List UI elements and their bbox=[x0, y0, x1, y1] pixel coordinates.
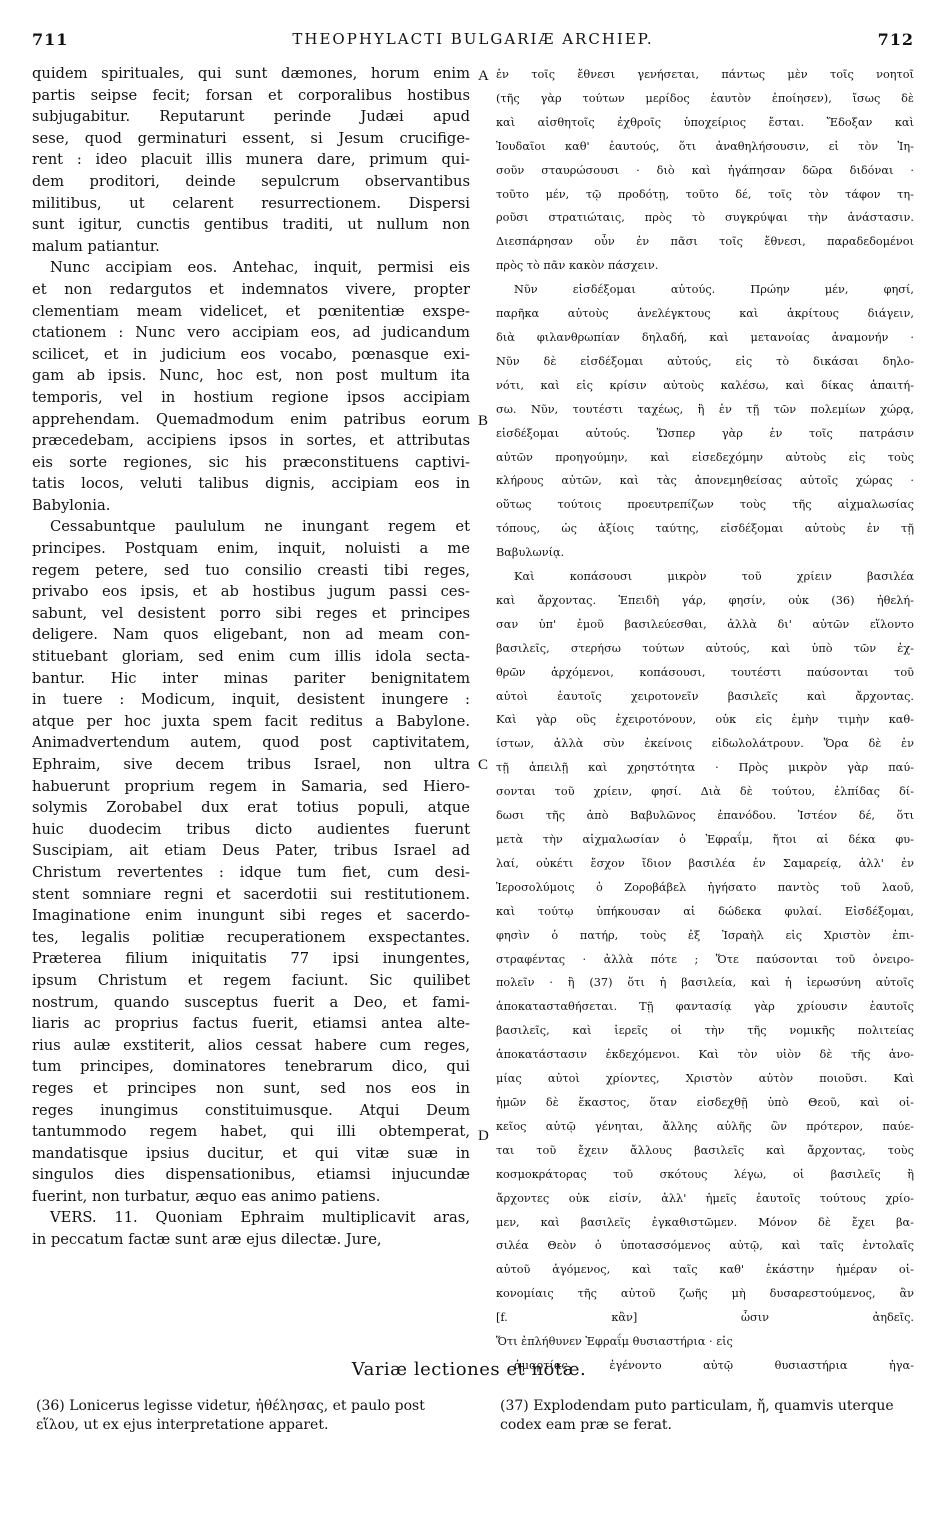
text-line: φησὶν ὁ πατήρ, τοὺς ἐξ Ἰσραὴλ εἰς Χριστὸν ἐπι- bbox=[496, 928, 914, 942]
text-line: τοῦτο μέν, τῷ προδότῃ, τοῦτο δέ, τοῖς τὸν τάφον τη- bbox=[496, 187, 914, 201]
text-line: διὰ φιλανθρωπίαν δηλαδή, καὶ μετανοίας ἀναμονήν · bbox=[496, 330, 914, 344]
text-line: clementiam meam videlicet, et pœnitentiæ exspe- bbox=[32, 302, 470, 320]
text-line: Imaginatione enim inungunt sibi reges et sacerdo- bbox=[32, 907, 470, 925]
text-line: Præterea filium iniquitatis 77 ipsi inungentes, bbox=[32, 950, 470, 968]
greek-text-column bbox=[496, 63, 914, 1378]
text-line: regem petere, sed tuo consilio creasti tibi reges, bbox=[32, 561, 470, 579]
text-line: Babylonia. bbox=[32, 496, 111, 514]
text-line: singulos dies dispensationibus, etiamsi injucundæ bbox=[32, 1166, 470, 1184]
text-line: θρῶν ἀρχόμενοι, κοπάσουσι, τουτέστι παύσονται τοῦ bbox=[496, 665, 914, 679]
text-line: πρὸς τὸ πᾶν κακὸν πάσχειν. bbox=[496, 259, 659, 273]
text-line: nostrum, quando susceptus fuerit a Deo, et fami- bbox=[32, 993, 470, 1011]
text-line: Βαβυλωνίᾳ. bbox=[496, 546, 565, 560]
text-line: bantur. Hic inter minas pariter benignitatem bbox=[32, 669, 470, 687]
text-line: apprehendam. Quemadmodum enim patribus eorum bbox=[32, 410, 470, 428]
text-line: tatis locos, veluti talibus dignis, accipiam eos in bbox=[32, 475, 470, 493]
text-line: principes. Postquam enim, inquit, noluisti a me bbox=[32, 540, 470, 558]
text-line: καὶ αἰσθητοῖς ἐχθροῖς ὑποχείριος ἔσται. Ἔδοξαν καὶ bbox=[496, 115, 914, 129]
text-line: μετὰ τὴν αἰχμαλωσίαν ὁ Ἐφραΐμ, ἤτοι αἱ δέκα φυ- bbox=[496, 833, 914, 846]
text-line: solymis Zorobabel dux erat totius populi, atque bbox=[32, 799, 470, 817]
text-line: Ephraim, sive decem tribus Israel, non ultra bbox=[32, 756, 470, 773]
margin-mark-c: C bbox=[478, 757, 489, 773]
text-line: ροῦσι στρατιώταις, πρὸς τὸ συγκρύψαι τὴν ἀνάστασιν. bbox=[496, 211, 914, 225]
latin-text-column bbox=[32, 63, 470, 1251]
text-line: ἐν τοῖς ἔθνεσι γενήσεται, πάντως μὲν τοῖς νοητοῖ bbox=[496, 68, 914, 81]
text-line: Christum revertentes : idque tum fiet, cum desi- bbox=[32, 863, 470, 881]
text-line: [f. κἂν] ὦσιν ἀηδεῖς. bbox=[496, 1311, 914, 1325]
text-line: Ὅτι ἐπλήθυνεν Ἐφραΐμ θυσιαστήρια · εἰς bbox=[496, 1335, 733, 1349]
text-line: βασιλεῖς, στερήσω τούτων αὐτούς, καὶ ὑπὸ τῶν ἐχ- bbox=[496, 641, 914, 655]
text-line: νότι, καὶ εἰς κρίσιν αὐτοὺς καλέσω, καὶ δίκας ἀπαιτή- bbox=[496, 378, 914, 392]
text-line: ἄρχοντες οὐκ εἰσίν, ἀλλ' ἡμεῖς ἑαυτοῖς τούτους χρίο- bbox=[496, 1191, 914, 1205]
text-line: ίστων, ἀλλὰ σὺν ἐκείνοις εἰδωλολάτρουν. Ὅρα δὲ ἐν bbox=[496, 737, 914, 751]
text-line: στραφέντας · ἀλλὰ πότε ; Ὅτε παύσονται τοῦ ὀνειρο- bbox=[496, 952, 914, 966]
text-line: malum patiantur. bbox=[32, 237, 160, 255]
text-line: stituebant gloriam, sed enim cum illis idola secta- bbox=[32, 648, 470, 666]
text-line: temporis, vel in hostium regione ipsos accipiam bbox=[32, 388, 470, 406]
text-line: dem proditori, deinde sepulcrum observantibus bbox=[32, 172, 470, 190]
text-line: fuerint, non turbatur, æquo eas animo patiens. bbox=[32, 1187, 381, 1205]
page-number-left: 711 bbox=[32, 30, 69, 49]
text-line: ἡμῶν δὲ ἕκαστος, ὅταν εἰσδεχθῇ ὑπὸ Θεοῦ, καὶ οἰ- bbox=[496, 1095, 914, 1109]
text-line: εἰσδέξομαι αὐτούς. Ὥσπερ γὰρ ἐν τοῖς πατράσιν bbox=[496, 426, 914, 440]
text-line: μίας αὐτοὶ χρίοντες, Χριστὸν αὐτὸν ποιοῦσι. Καὶ bbox=[496, 1072, 914, 1086]
text-line: κεῖος αὐτῷ γένηται, ἄλλης αὐλῆς ὢν πρότερον, παύε- bbox=[496, 1119, 914, 1133]
text-line: gam ab ipsis. Nunc, hoc est, non post multum ita bbox=[32, 367, 470, 385]
text-line: ipsum Christum et regem faciunt. Sic quilibet bbox=[32, 971, 470, 989]
text-line: σονται τοῦ χρίειν, φησί. Διὰ δὲ τούτου, ἐλπίδας δί- bbox=[496, 785, 914, 799]
margin-mark-b: B bbox=[478, 413, 489, 429]
text-line: deligere. Nam quos eligebant, non ad meam con- bbox=[32, 626, 470, 644]
text-line: VERS. 11. Quoniam Ephraim multiplicavit aras, bbox=[50, 1209, 470, 1227]
text-line: παρῆκα αὐτοὺς ἀνελέγκτους καὶ ἀκρίτους διάγειν, bbox=[496, 307, 914, 321]
text-line: militibus, ut celarent resurrectionem. Dispersi bbox=[32, 194, 470, 212]
text-line: οὕτως τούτοις προευτρεπίζων τοὺς τῆς αἰχμαλωσίας bbox=[496, 498, 914, 512]
text-line: κλήρους αὐτῶν, καὶ τὰς ἀπονεμηθείσας αὐτοῖς χώρας · bbox=[496, 474, 914, 488]
text-line: privabo eos ipsis, et ab hostibus jugum passi ces- bbox=[32, 583, 470, 601]
text-line: αὐτῶν προηγούμην, καὶ εἰσεδεχόμην αὐτοὺς εἰς τοὺς bbox=[496, 450, 914, 464]
text-line: λαί, οὐκέτι ἔσχον ἴδιον βασιλέα ἐν Σαμαρείᾳ, ἀλλ' ἐν bbox=[496, 856, 914, 870]
text-line: reges et principes non sunt, sed nos eos in bbox=[32, 1079, 470, 1097]
text-line: σαν ὑπ' ἐμοῦ βασιλεύεσθαι, ἀλλὰ δι' αὐτῶν εἵλοντο bbox=[496, 617, 914, 631]
text-line: αὐτοῦ ἀγόμενος, καὶ ταῖς καθ' ἑκάστην ἡμέραν οἰ- bbox=[496, 1263, 914, 1277]
text-line: Ἰουδαῖοι καθ' ἑαυτούς, ὅτι ἀναθηλήσουσιν, εἰ τὸν Ἰη- bbox=[496, 139, 914, 153]
text-line: τῇ ἀπειλῇ καὶ χρηστότητα · Πρὸς μικρὸν γὰρ παύ- bbox=[496, 761, 914, 775]
text-line: rent : ideo placuit illis munera dare, primum qui- bbox=[32, 151, 470, 169]
text-line: πολεῖν · ἢ (37) ὅτι ἡ βασιλεία, καὶ ἡ ἱερωσύνη αὐτοῖς bbox=[496, 976, 914, 990]
page-number-right: 712 bbox=[877, 30, 914, 49]
text-line: ἁμαρτίας ἐγένοντο αὐτῷ θυσιαστήρια ἠγα- bbox=[514, 1358, 914, 1372]
text-line: κοσμοκράτορας τοῦ σκότους λέγω, οἱ βασιλεῖς ἢ bbox=[496, 1167, 914, 1181]
text-line: ctationem : Nunc vero accipiam eos, ad judicandum bbox=[32, 324, 470, 342]
text-line: Καὶ κοπάσουσι μικρὸν τοῦ χρίειν βασιλέα bbox=[514, 570, 914, 584]
text-line: Cessabuntque paululum ne inungant regem et bbox=[50, 518, 470, 536]
text-line: (τῆς γὰρ τούτων μερίδος ἑαυτὸν ἐποίησεν), ἴσως δὲ bbox=[496, 91, 914, 105]
text-line: subjugabitur. Reputarunt perinde Judæi apud bbox=[32, 108, 470, 126]
text-line: huic duodecim tribus dicto audientes fuerunt bbox=[32, 820, 470, 838]
text-line: ἀποκατασταθήσεται. Τῇ φαντασίᾳ γὰρ χρίουσιν ἑαυτοῖς bbox=[496, 1000, 914, 1014]
text-line: præcedebam, accipiens ipsos in sortes, et attributas bbox=[32, 432, 470, 450]
text-line: καὶ τούτῳ ὑπήκουσαν αἱ δώδεκα φυλαί. Εἰσδέξομαι, bbox=[496, 904, 914, 918]
text-line: Nunc accipiam eos. Antehac, inquit, permisi eis bbox=[50, 259, 470, 277]
text-line: Suscipiam, ait etiam Deus Pater, tribus Israel ad bbox=[32, 842, 470, 860]
text-line: in tuere : Modicum, inquit, desistent inungere : bbox=[32, 691, 470, 709]
text-line: reges inungimus constituimusque. Atqui Deum bbox=[32, 1101, 470, 1119]
text-line: Νῦν εἰσδέξομαι αὐτούς. Πρώην μέν, φησί, bbox=[514, 283, 914, 297]
margin-mark-d: D bbox=[478, 1128, 489, 1144]
note-37: (37) Explodendam puto particulam, ἤ, quamvis uterque codex eam præ se ferat. bbox=[500, 1398, 894, 1433]
text-line: τόπους, ὡς ἀξίοις ταύτης, εἰσδέξομαι αὐτοὺς ἐν τῇ bbox=[496, 522, 914, 536]
text-line: Διεσπάρησαν οὖν ἐν πᾶσι τοῖς ἔθνεσι, παραδεδομένοι bbox=[496, 235, 914, 249]
text-line: liaris ac proprius factus fuerit, etiamsi antea alte- bbox=[32, 1015, 470, 1033]
text-line: partis seipse fecit; forsan et corporalibus hostibus bbox=[32, 86, 470, 104]
text-line: Animadvertendum autem, quod post captivitatem, bbox=[32, 734, 470, 752]
text-line: in peccatum factæ sunt aræ ejus dilectæ. Jure, bbox=[32, 1231, 382, 1249]
text-line: et non redargutos et indemnatos vivere, propter bbox=[32, 280, 470, 298]
notes-title: Variæ lectiones et notæ. bbox=[351, 1359, 587, 1380]
text-line: mandatisque ipsius ducitur, et qui vitæ suæ in bbox=[32, 1144, 470, 1162]
text-line: tantummodo regem habet, qui illi obtemperat, bbox=[32, 1123, 470, 1141]
text-line: καὶ ἄρχοντας. Ἐπειδὴ γάρ, φησίν, οὐκ (36) ἠθελή- bbox=[496, 593, 914, 607]
text-line: sabunt, vel desistent porro sibi reges et principes bbox=[32, 604, 470, 622]
text-line: σοῦν σταυρώσουσι · διὸ καὶ ἠγάπησαν δῶρα διδόναι · bbox=[496, 163, 914, 177]
text-line: Νῦν δὲ εἰσδέξομαι αὐτούς, εἰς τὸ δικάσαι δηλο- bbox=[496, 354, 914, 368]
text-line: σιλέα Θεὸν ὁ ὑποτασσόμενος αὐτῷ, καὶ ταῖς ἐντολαῖς bbox=[496, 1239, 914, 1253]
text-line: eis sorte regiones, sic his præconstituens captivi- bbox=[32, 453, 470, 471]
text-line: sese, quod germinaturi essent, si Jesum crucifige- bbox=[32, 129, 470, 147]
text-line: ἀποκατάστασιν ἐκδεχόμενοι. Καὶ τὸν υἱὸν δὲ τῆς ἀνο- bbox=[496, 1048, 914, 1062]
text-line: ται τοῦ ἔχειν ἄλλους βασιλεῖς καὶ ἄρχοντας, τοὺς bbox=[496, 1143, 914, 1157]
text-line: Ἱεροσολύμοις ὁ Ζοροβάβελ ἡγήσατο παντὸς τοῦ λαοῦ, bbox=[496, 880, 914, 894]
text-line: habuerunt proprium regem in Samaria, sed Hiero- bbox=[32, 777, 470, 795]
margin-mark-a: A bbox=[478, 68, 489, 84]
text-line: κονομίαις τῆς αὐτοῦ ζωῆς μὴ δυσαρεστούμενος, ἂν bbox=[496, 1287, 914, 1301]
text-line: δωσι τῆς ἀπὸ Βαβυλῶνος ἐπανόδου. Ἰστέον δέ, ὅτι bbox=[496, 809, 914, 823]
text-line: sunt igitur, cunctis gentibus traditi, ut nullum non bbox=[32, 216, 470, 234]
text-line: βασιλεῖς, καὶ ἱερεῖς οἱ τὴν τῆς νομικῆς πολιτείας bbox=[496, 1024, 914, 1038]
text-line: tum principes, dominatores tenebrarum dico, qui bbox=[32, 1058, 470, 1076]
text-line: μεν, καὶ βασιλεῖς ἐγκαθιστῶμεν. Μόνον δὲ ἔχει βα- bbox=[496, 1215, 914, 1229]
text-line: stent somniare regni et sacerdotii sui restitutionem. bbox=[32, 885, 470, 903]
text-line: αὐτοὶ ἑαυτοῖς χειροτονεῖν βασιλεῖς καὶ ἄρχοντας. bbox=[496, 689, 914, 703]
text-line: atque per hoc juxta spem facit reditus a Babylone. bbox=[32, 712, 470, 730]
text-line: tes, legalis politiæ recuperationem exspectantes. bbox=[32, 928, 470, 946]
text-line: quidem spirituales, qui sunt dæmones, horum enim bbox=[32, 65, 470, 82]
text-line: scilicet, et in judicium eos vocabo, pœnasque exi- bbox=[32, 345, 470, 363]
text-line: σω. Νῦν, τουτέστι ταχέως, ἢ ἐν τῇ τῶν πολεμίων χώρᾳ, bbox=[496, 402, 914, 416]
running-header bbox=[32, 30, 914, 60]
note-36: (36) Lonicerus legisse videtur, ἠθέλησας, et paulo post εἵλου, ut ex ejus interpretatione apparet. bbox=[36, 1398, 425, 1433]
text-line: Καὶ γὰρ οὓς ἐχειροτόνουν, οὐκ εἰς ἐμὴν τιμὴν καθ- bbox=[496, 713, 914, 727]
running-title: THEOPHYLACTI BULGARIÆ ARCHIEP. bbox=[292, 30, 654, 48]
text-line: rius aulæ exstiterit, alios cessat habere cum reges, bbox=[32, 1036, 470, 1054]
